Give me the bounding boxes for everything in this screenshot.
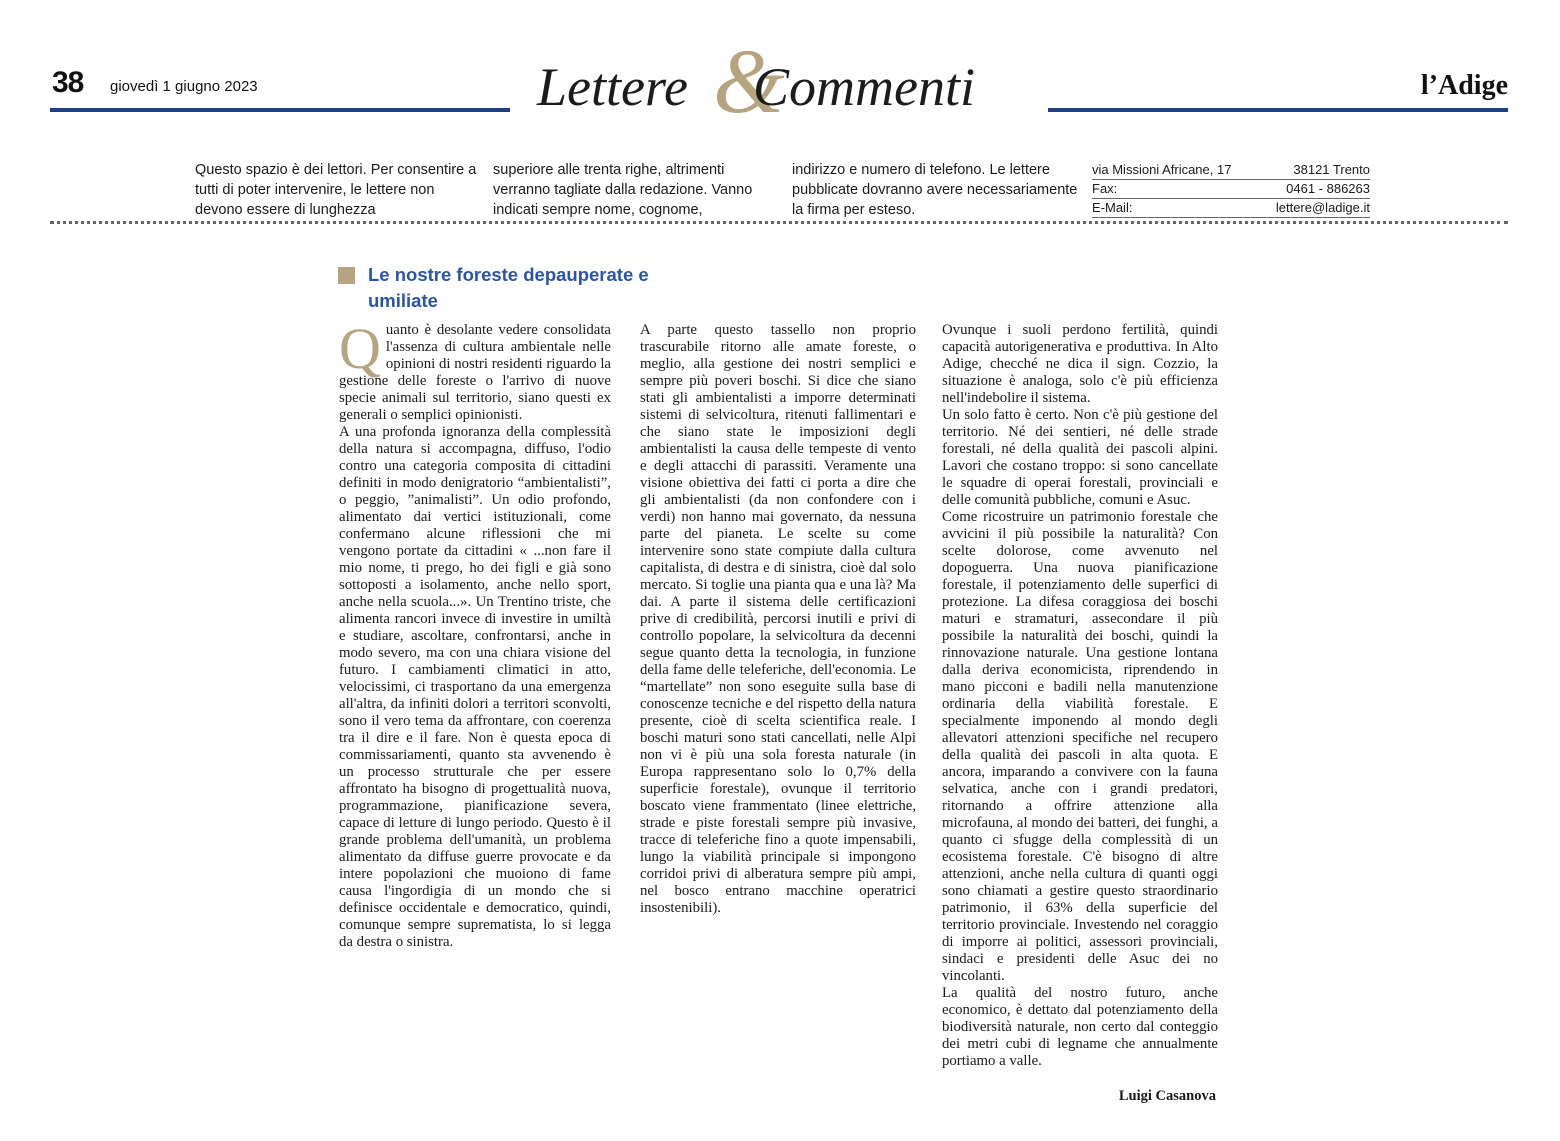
article-paragraph: Come ricostruire un patrimonio forestale che avvicini il più possibile la naturalità? Con scelte dolorose, come avvenuto nel dopoguerra. Una nuova pianificazione forestale, il potenziamento delle superfici di protezione. La difesa coraggiosa dei boschi maturi e stramaturi, assecondare il più possibile la naturalità dei boschi, quindi la rinnovazione naturale. Una gestione lontana dalla deriva economicista, riprendendo in mano picconi e badili nella manutenzione ordinaria della viabilità forestale. E specialmente imponendo al mondo degli allevatori attenzioni specifiche nel recupero della qualità dei pascoli in alta quota. E ancora, imparando a convivere con la fauna selvatica, anche con i grandi predatori, ritornando a offrire attenzione alla microfauna, al mondo dei batteri, dei funghi, a quanto ci sfugge della complessità di un ecosistema forestale. C'è bisogno di altre attenzioni, anche nella cultura di quanti oggi sono chiamati a gestire questo straordinario patrimonio, il 63% della superficie del territorio provinciale. Investendo nel coraggio di imporre ai politici, assessori provinciali, sindaci e presidenti delle Asuc dei no vincolanti. [942,509,1218,984]
contact-fax-value: 0461 - 886263 [1286,181,1370,196]
intro-text-3: indirizzo e numero di telefono. Le lettere pubblicate dovranno avere necessariamente la firma per esteso. [792,162,1078,218]
article-paragraph-text: uanto è desolante vedere consolidata l'assenza di cultura ambientale nelle opinioni di nostri residenti riguardo la gestione delle foreste o l'arrivo di nuove specie animali sul territorio, siano questi ex generali o semplici opinionisti. [339,322,611,423]
contact-address-row [1092,160,1370,180]
article-paragraph: La qualità del nostro futuro, anche economico, è dettato dal potenziamento della biodiversità naturale, non certo dal conteggio dei metri cubi di legname che annualmente portiamo a valle. [942,985,1218,1069]
article-paragraph: A una profonda ignoranza della complessità della natura si accompagna, diffuso, l'odio contro una categoria composita di cittadini definiti in modo denigratorio “ambientalisti”, o peggio, ”animalisti”. Un odio profondo, alimentato dai vertici istituzionali, come confermano alcune riflessioni che mi vengono portate da cittadini « ...non fare il mio nome, ti prego, ho dei figli e già sono sottoposti a isolamento, anche nello sport, anche nella scuola...». Un Trentino triste, che alimenta rancori invece di investire in umiltà e studiare, ascoltare, confrontarsi, anche in modo severo, ma con una chiara visione del futuro. I cambiamenti climatici in atto, velocissimi, ci trasportano da una emergenza all'altra, da infiniti dolori a territori sconvolti, sono il vero tema da affrontare, con coerenza tra il dire e il fare. Non è questa epoca di commissariamenti, quanto sta avvenendo è un processo strutturale che per essere affrontato ha bisogno di progettualità nuova, programmazione, pianificazione severa, capace di letture di lungo periodo. Questo è il grande problema dell'umanità, un problema alimentato da diffuse guerre provocate e da intere popolazioni che muoiono di fame causa l'ingordigia di un mondo che si definisce occidentale e democratico, quindi, comunque sempre suprematista, lo si legga da destra o sinistra. [339,424,611,950]
article-paragraph: A parte questo tassello non proprio trascurabile ritorno alle amate foreste, o meglio, alla gestione dei nostri semplici e sempre più poveri boschi. Si dice che siano stati gli ambientalisti a imporre determinati sistemi di selvicoltura, ritenuti fallimentari e che siano state le imposizioni degli ambientalisti la causa delle tempeste di vento e degli attacchi di parassiti. Veramente una visione obiettiva dei fatti ci porta a dire che gli ambientalisti (da non confondere con i verdi) non hanno mai governato, da nessuna parte del pianeta. Le scelte su come intervenire sono state compiute dalla cultura capitalista, di destra e di sinistra, cioè dal solo mercato. Si toglie una pianta qua e una là? Ma dai. A parte il sistema delle certificazioni prive di credibilità, percorsi inutili e privi di controllo popolare, la selvicoltura da decenni segue quanto detta la tecnologia, in funzione della fame delle teleferiche, dell'economia. Le “martellate” non sono eseguite sulla base di conoscenze tecniche e del rispetto della natura presente, cioè di scelta scientifica reale. I boschi maturi sono stati cancellati, nelle Alpi non vi è più una sola foresta naturale (in Europa rappresentano solo lo 0,7% della superficie forestale), ovunque il territorio boscato viene frammentato (linee elettriche, strade e piste forestali sempre più invasive, tracce di teleferiche fino a quote impensabili, lungo la viabilità principale si impongono corridoi privi di alberatura sempre più ampi, nel bosco entrano macchine operatrici insostenibili). [640,322,916,916]
header-rule-right [1048,108,1508,112]
article-paragraph: Un solo fatto è certo. Non c'è più gestione del territorio. Né dei sentieri, né delle strade forestali, né della qualità dei pascoli alpini. Lavori che costano troppo: si sono cancellate le squadre di operai forestali, provinciali e delle comunità pubbliche, comuni e Asuc. [942,407,1218,508]
contact-address-value: 38121 Trento [1293,162,1370,177]
contact-fax-row [1092,179,1370,199]
article-column-2 [640,322,916,917]
section-title-commenti: Commenti [753,57,975,117]
article-column-1 [339,316,611,951]
article-column-3 [942,322,1218,1070]
title-marker-square [338,267,355,284]
article-title: Le nostre foreste depauperate e umiliate [368,264,649,311]
section-title-ampersand: & [713,30,785,132]
intro-text-2: superiore alle trenta righe, altrimenti verranno tagliate dalla redazione. Vanno indicati sempre nome, cognome, [493,162,753,218]
contact-fax-label: Fax: [1092,181,1118,196]
drop-cap: Q [339,316,381,381]
contact-address-label: via Missioni Africane, 17 [1092,162,1232,177]
contact-email-row [1092,198,1370,218]
masthead-logo: l’Adige [1420,70,1508,101]
contact-email-value[interactable]: lettere@ladige.it [1275,200,1370,215]
section-divider [50,221,1508,224]
page-date: giovedì 1 giugno 2023 [110,78,258,95]
header-rule-left [50,108,510,112]
author-signature: Luigi Casanova [1118,1088,1216,1104]
section-title-lettere: Lettere [537,57,688,117]
intro-text-1: Questo spazio è dei lettori. Per consentire a tutti di poter intervenire, le lettere non devono essere di lunghezza [195,162,477,218]
article-paragraph: Ovunque i suoli perdono fertilità, quindi capacità autorigenerativa e produttiva. In Alto Adige, checché ne dica il sign. Cozzio, la situazione è analoga, solo c'è più efficienza nell'indebolire il sistema. [942,322,1218,406]
article-paragraph [339,316,611,424]
page-number: 38 [52,66,84,99]
contact-email-label: E-Mail: [1092,200,1133,215]
